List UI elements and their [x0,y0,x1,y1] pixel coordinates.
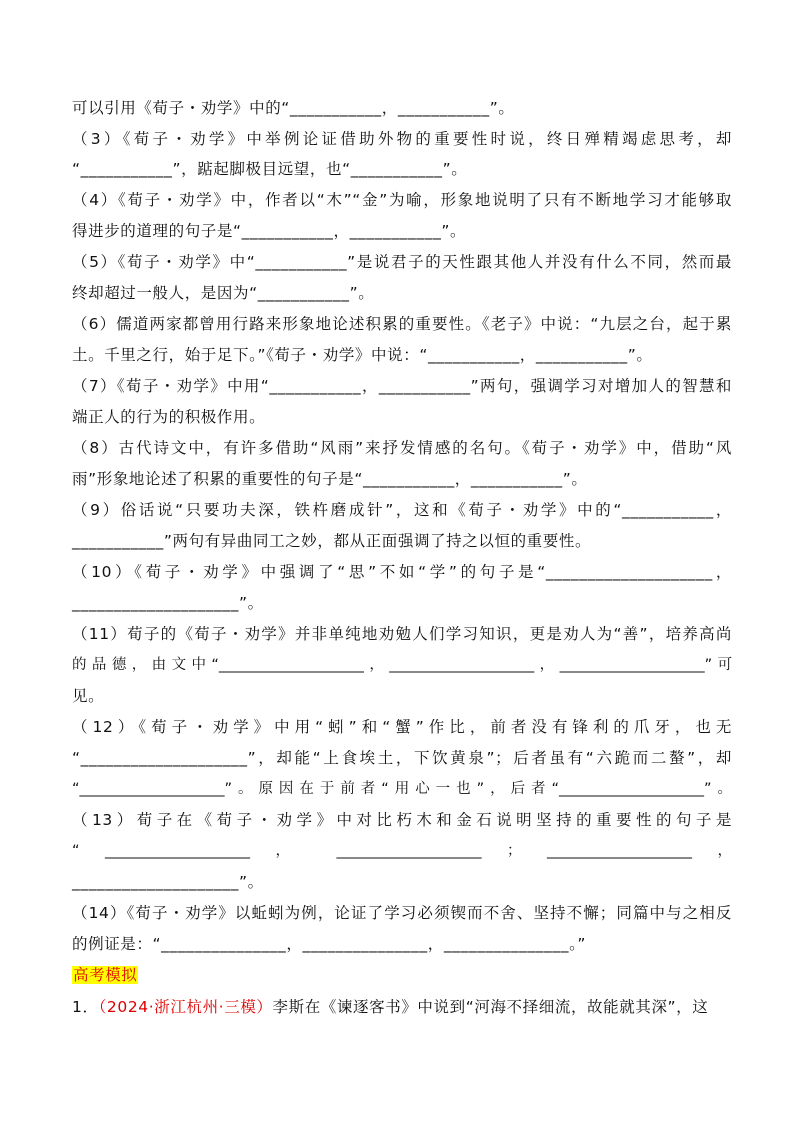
text-line-3: “___________”，踮起脚极目远望，也“___________”。 [72,160,468,178]
question-source: （2024·浙江杭州·三模） [98,998,273,1016]
text-line-14: （9）俗话说“只要功夫深，铁杵磨成针”，这和《荀子・劝学》中的“___________， [72,501,732,519]
text-line-28: 的例证是：“_______________，_______________，_______________。” [72,935,587,953]
text-line-12: （8）古代诗文中，有许多借助“风雨”来抒发情感的名句。《荀子・劝学》中，借助“风 [72,439,732,457]
text-line-11: 端正人的行为的积极作用。 [72,408,266,426]
text-line-6: （5）《荀子・劝学》中“___________”是说君子的天性跟其他人并没有什么不同，然而最 [72,253,732,271]
text-line-23: “____________________”。原因在于前者“用心一也”，后者“____________________”。 [72,781,732,797]
text-line-7: 终却超过一般人，是因为“___________”。 [72,284,375,302]
question-text: 李斯在《谏逐客书》中说到“河海不择细流，故能就其深”，这 [272,998,709,1016]
text-line-22: “____________________”，却能“上食埃土，下饮黄泉”；后者虽有“六跪而二螯”，却 [72,749,732,767]
text-line-4: （4）《荀子・劝学》中，作者以“木”“金”为喻，形象地说明了只有不断地学习才能够取 [72,191,732,209]
text-line-1: 可以引用《荀子・劝学》中的“___________，___________”。 [72,99,515,117]
text-line-20: 见。 [72,687,105,705]
text-line-10: （7）《荀子・劝学》中用“___________，___________”两句，强调学习对增加人的智慧和 [72,377,732,395]
question-1 [72,996,732,1018]
text-line-19: 的品德，由文中“____________________，____________________，____________________”可 [72,657,732,673]
section-heading: 高考模拟 [73,966,138,984]
text-line-9: 土。千里之行，始于足下。”《荀子・劝学》中说：“___________，___________”。 [72,346,653,364]
section-heading-row [72,964,732,986]
text-line-15: ___________”两句有异曲同工之妙，都从正面强调了持之以恒的重要性。 [72,532,592,550]
text-line-25: “ ____________________ ， ____________________ ； ____________________ ， [72,843,732,859]
text-line-21: （12）《荀子・劝学》中用“蚓”和“蟹”作比，前者没有锋利的爪牙，也无 [72,718,732,736]
text-line-13: 雨”形象地论述了积累的重要性的句子是“___________，___________”。 [72,470,588,488]
text-line-18: （11）荀子的《荀子・劝学》并非单纯地劝勉人们学习知识，更是劝人为“善”，培养高尚 [72,625,732,643]
text-line-17: ____________________”。 [72,594,264,612]
text-line-8: （6）儒道两家都曾用行路来形象地论述积累的重要性。《老子》中说：“九层之台，起于累 [72,315,732,333]
text-line-27: （14）《荀子・劝学》以蚯蚓为例，论证了学习必须锲而不舍、坚持不懈；同篇中与之相反 [72,904,732,922]
text-line-2: （3）《荀子・劝学》中举例论证借助外物的重要性时说，终日殚精竭虑思考，却 [72,130,732,148]
text-line-24: （13）荀子在《荀子・劝学》中对比朽木和金石说明坚持的重要性的句子是 [72,811,732,829]
text-line-5: 得进步的道理的句子是“___________，___________”。 [72,222,467,240]
text-line-26: ____________________”。 [72,873,264,891]
question-number: 1． [72,998,99,1016]
text-line-16: （10）《荀子・劝学》中强调了“思”不如“学”的句子是“____________________， [72,563,732,581]
